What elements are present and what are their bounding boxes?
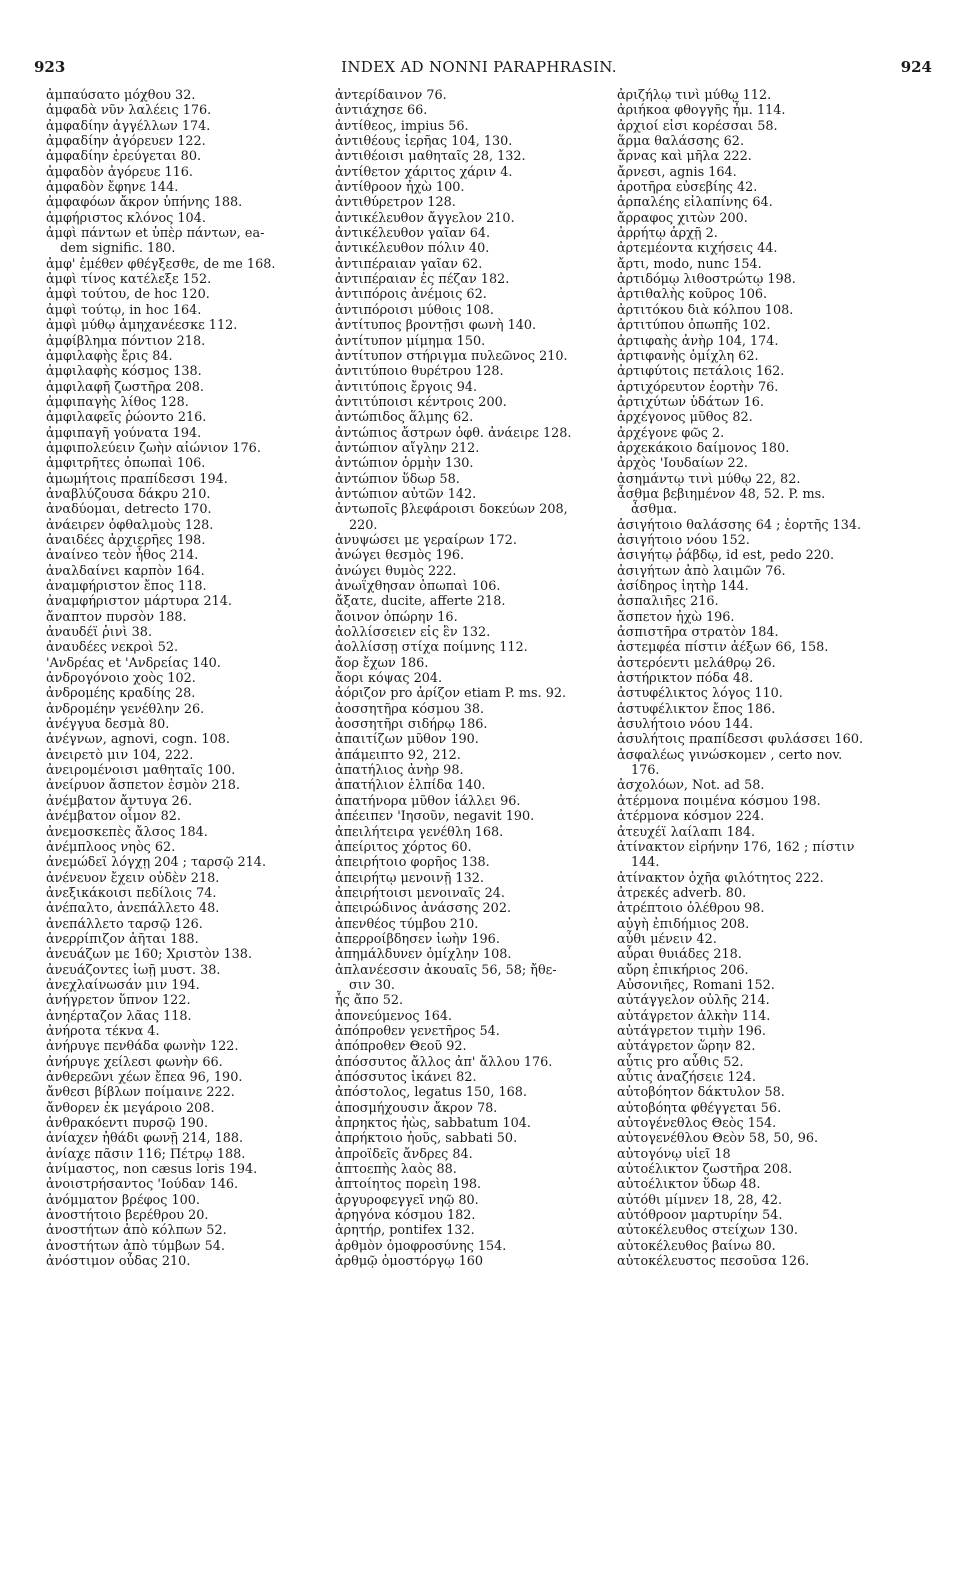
index-entry: ἀντιάχησε 66.	[335, 103, 428, 119]
index-entry: ἀρτιτύπου ὀπωπῆς 102.	[617, 318, 771, 334]
index-entry: ἄορι κόψας 204.	[335, 671, 443, 687]
index-entry: dem signific. 180.	[60, 241, 176, 257]
index-entry: ἄρραφος χιτὼν 200.	[617, 210, 748, 226]
index-entry: ἀμφίβλημα πόντιον 218.	[46, 333, 206, 349]
index-entry: ἀμφιλαφεῖς ῥώοντο 216.	[46, 410, 207, 426]
index-entry: ἀνευάζων με 160; Χριστὸν 138.	[46, 947, 253, 963]
index-entry: ἀπονεύμενος 164.	[335, 1008, 453, 1024]
index-entry: αὐτογενέθλου Θεὸν 58, 50, 96.	[617, 1131, 819, 1147]
index-entry: ἀπατήλιον ἐλπίδα 140.	[335, 778, 486, 794]
index-entry: ἀναλδαίνει καρπὸν 164.	[46, 563, 205, 579]
index-entry: ἀολλίσσειεν εἰς ἓν 132.	[335, 625, 491, 641]
index-entry: ἀτέρμονα ποιμένα κόσμου 198.	[617, 793, 821, 809]
index-entry: ἀρχέγονε φῶς 2.	[617, 425, 725, 441]
index-entry: ἀτρεκές adverb. 80.	[617, 885, 747, 901]
index-entry: ἄρνας καὶ μῆλα 222.	[617, 149, 752, 165]
index-entry: ἀναιδέες ἀρχιερῆες 198.	[46, 532, 206, 548]
index-entry: ἀρτιφανὴς ὁμίχλη 62.	[617, 348, 759, 364]
index-entry: ἀμφαφόων ἄκρον ὑπήνης 188.	[46, 195, 243, 211]
index-entry: ἀνειρετὸ μιν 104, 222.	[46, 747, 194, 763]
index-entry: αὐτογένεθλος Θεὸς 154.	[617, 1116, 777, 1132]
index-entry: ἀντιπόροις ἀνέμοις 62.	[335, 287, 487, 303]
page-number-left: 923	[34, 58, 66, 76]
index-entry: ἄξατε, ducite, afferte 218.	[335, 594, 506, 610]
index-entry: ἀρχὸς 'Ιουδαίων 22.	[617, 456, 748, 472]
index-entry: ἄναπτον πυρσὸν 188.	[46, 609, 187, 625]
index-entry: ἀστεμφέα πίστιν ἀέξων 66, 158.	[617, 640, 829, 656]
index-entry: ἀντιθύρετρον 128.	[335, 195, 456, 211]
index-entry: ἀρτιδόμῳ λιθοστρώτῳ 198.	[617, 272, 796, 288]
index-entry: ἀπέειπεν 'Ιησοῦν, negavit 190.	[335, 809, 535, 825]
index-entry: αὐτογόνῳ υἱεῖ 18	[617, 1146, 731, 1162]
index-entry: ἀμφὶ τίνος κατέλεξε 152.	[46, 272, 212, 288]
index-entry: ἀπόσσυτος ἱκάνει 82.	[335, 1070, 477, 1085]
index-entry: ἀστυφέλικτον ἔπος 186.	[617, 701, 776, 717]
index-entry: ἀνοστήτων ἀπὸ τύμβων 54.	[46, 1238, 226, 1254]
index-entry: ἀρτιφύτοις πετάλοις 162.	[617, 364, 785, 380]
index-entry: ἀμφὶ μύθῳ ἀμηχανέεσκε 112.	[46, 318, 238, 334]
index-entry: ἀπόπροθεν Θεοῦ 92.	[335, 1039, 467, 1055]
index-entry: ἀνεξικάκοισι πεδίλοις 74.	[46, 885, 217, 901]
index-entry: ἀναβλύζουσα δάκρυ 210.	[46, 486, 211, 502]
index-entry: ἀνηέρταζον λᾶας 118.	[46, 1008, 192, 1024]
index-entry: ἀπλανέεσσιν ἀκουαῖς 56, 58; ἤθε-	[335, 962, 557, 978]
index-entry: ἀρτιχόρευτον ἑορτὴν 76.	[617, 379, 779, 395]
index-entry: ἀτρέπτοιο ὀλέθρου 98.	[617, 901, 765, 917]
index-entry: ἀσημάντῳ τινὶ μύθῳ 22, 82.	[617, 471, 801, 487]
index-entry: ἀνίαχε πᾶσιν 116; Πέτρῳ 188.	[46, 1146, 246, 1162]
index-entry: ἀνέγγυα δεσμὰ 80.	[46, 717, 170, 733]
index-entry: ἀπόσσυτος ἄλλος ἀπ' ἄλλου 176.	[335, 1054, 553, 1070]
index-entry: ἀνθερεῶνι χέων ἔπεα 96, 190.	[46, 1070, 243, 1085]
index-entry: αὖτις pro αὖθις 52.	[617, 1054, 744, 1070]
index-entry: ἀμφιπολεύειν ζωὴν αἰώνιον 176.	[46, 440, 261, 456]
index-entry: ἀμφιτρῆτες ὀπωπαὶ 106.	[46, 456, 206, 472]
index-entry: ἀντίτυπος βροντῇσι φωνὴ 140.	[335, 318, 537, 334]
index-entry: ἀρτιφαὴς ἀνὴρ 104, 174.	[617, 333, 779, 349]
index-entry: αὐτοκέλευστος πεσοῦσα 126.	[617, 1254, 810, 1270]
index-entry: ἀντιπέραιαν ἐς πέζαν 182.	[335, 272, 510, 288]
index-entry: ἀροτῆρα εὐσεβίης 42.	[617, 180, 758, 196]
index-entry: αὐτάγρετον ὥρην 82.	[617, 1039, 756, 1055]
index-entry: αὐτοέλικτον ζωστῆρα 208.	[617, 1162, 793, 1178]
index-entry: ἀπατήνορα μῦθον ἰάλλει 96.	[335, 793, 521, 809]
index-entry: ἀρηγόνα κόσμου 182.	[335, 1208, 476, 1224]
index-entry: ἀμφιλαφῆ ζωστῆρα 208.	[46, 379, 204, 395]
index-entry: ἀντίτυπον στήριγμα πυλεῶνος 210.	[335, 348, 568, 364]
index-entry: ἀμωμήτοις πραπίδεσσι 194.	[46, 471, 228, 487]
index-entry: 176.	[631, 763, 660, 779]
index-entry: ἀσυλήτοις πραπίδεσσι φυλάσσει 160.	[617, 732, 864, 748]
index-entry: ἄνθορεν ἐκ μεγάροιο 208.	[46, 1100, 215, 1116]
index-entry: ἀμφαδίην ἀγόρευεν 122.	[46, 134, 206, 150]
index-entry: ἀνέγνων, agnovi, cogn. 108.	[46, 732, 230, 748]
index-entry: ἀρτιχύτων ὑδάτων 16.	[617, 394, 764, 410]
index-entry: ἄοινον ὀπώρην 16.	[335, 609, 458, 625]
index-entry: ἀμφιλαφὴς κόσμος 138.	[46, 364, 202, 380]
index-entry: ἀντώπιδος ἅλμης 62.	[335, 410, 474, 426]
index-entry: ἀσχολόων, Not. ad 58.	[617, 778, 765, 794]
index-entry: ἀνέμπλοος νηὸς 62.	[46, 839, 176, 855]
index-entry: ἀντικέλευθον ἄγγελον 210.	[335, 210, 515, 226]
index-entry: ἀσιγήτων ἀπὸ λαιμῶν 76.	[617, 563, 786, 579]
index-entry: ἀσιγήτοιο νόου 152.	[617, 532, 750, 548]
index-entry: ἀντώπιον ὁρμὴν 130.	[335, 456, 474, 472]
index-entry: ἀπάμειπτο 92, 212.	[335, 747, 461, 763]
index-entry: ἀμφιλαφὴς ἔρις 84.	[46, 348, 173, 364]
index-entry: ἀρητήρ, pontifex 132.	[335, 1223, 475, 1239]
index-entry: ἀνόστιμον οὖδας 210.	[46, 1254, 191, 1270]
index-entry: ἀμφ' ἐμέθεν φθέγξεσθε, de me 168.	[46, 256, 276, 272]
index-entry: αὐτάγγελον οὐλῆς 214.	[617, 993, 770, 1009]
index-entry: ἀντιτύποις ἔργοις 94.	[335, 379, 478, 395]
index-entry: ἀνέμβατον ἄντυγα 26.	[46, 793, 193, 809]
index-entry: ἀπειρώδινος ἀνάσσης 202.	[335, 901, 512, 917]
index-entry: αὐγὴ ἐπιδήμιος 208.	[617, 916, 750, 932]
index-entry: ἀπειρήτοισι μενοιναῖς 24.	[335, 885, 505, 901]
index-entry: ἀμφήριστος κλόνος 104.	[46, 210, 206, 226]
index-entry: ἀνεμώδεϊ λόγχῃ 204 ; ταρσῷ 214.	[46, 855, 267, 871]
index-entry: ἀμπαύσατο μόχθου 32.	[46, 88, 196, 103]
index-entry: ἀργυροφεγγεῖ νηῷ 80.	[335, 1192, 479, 1208]
index-entry: ἀνίμαστος, non cæsus loris 194.	[46, 1162, 258, 1178]
index-entry: ἀμφὶ πάντων et ὑπὲρ πάντων, ea-	[46, 226, 265, 242]
index-entry: ἀντιτύποισι κέντροις 200.	[335, 394, 507, 410]
index-entry: ἀστερόεντι μελάθρῳ 26.	[617, 655, 776, 671]
index-entry: ἀνεπάλλετο ταρσῷ 126.	[46, 916, 203, 932]
index-entry: ἀντίθετον χάριτος χάριν 4.	[335, 164, 513, 180]
index-entry: ἀοσσητῆρι σιδήρῳ 186.	[335, 717, 488, 733]
index-entry: ἀνέμβατον οἶμον 82.	[46, 809, 181, 825]
index-entry: ἄορ ἔχων 186.	[335, 655, 429, 671]
index-entry: ἀντίθεος, impius 56.	[335, 118, 469, 134]
index-entry: ἀνεχλαίνωσάν μιν 194.	[46, 977, 200, 993]
index-entry: ἀμφαδὰ νῦν λαλέεις 176.	[46, 103, 212, 119]
index-entry: ἀνδρογόνοιο χοὸς 102.	[46, 671, 196, 687]
index-entry: ἀριήκοα φθογγῆς ἦμ. 114.	[617, 103, 786, 119]
index-entry: ἀτευχέϊ λαίλαπι 184.	[617, 824, 756, 840]
index-entry: ἀνώγει θυμὸς 222.	[335, 563, 457, 579]
index-entry: ἀρθμῷ ὁμοστόργῳ 160	[335, 1254, 484, 1270]
index-entry: ἀρχεκάκοιο δαίμονος 180.	[617, 440, 790, 456]
index-entry: ἀνωΐχθησαν ὀπωπαὶ 106.	[335, 579, 501, 594]
index-entry: ἀναμφήριστον ἔπος 118.	[46, 579, 207, 594]
index-entry: ἀρτιτόκου διὰ κόλπου 108.	[617, 302, 794, 318]
index-entry: ἀμφαδὸν ἀγόρευε 116.	[46, 164, 193, 180]
index-entry: ἄρνεσι, agnis 164.	[617, 164, 737, 180]
index-entry: 220.	[349, 517, 378, 533]
index-entry: ἀπόπροθεν γενετῆρος 54.	[335, 1023, 500, 1039]
index-entry: ἀνόμματον βρέφος 100.	[46, 1192, 200, 1208]
index-entry: αὐτάγρετον τιμὴν 196.	[617, 1023, 766, 1039]
index-entry: ἀντιπέραιαν γαῖαν 62.	[335, 256, 483, 272]
index-entry: ἀπειρήτοιο φορῆος 138.	[335, 855, 490, 871]
index-entry: ἀπρήκτοιο ἠοῦς, sabbati 50.	[335, 1131, 518, 1147]
index-entry: ἀνυψώσει με γεραίρων 172.	[335, 532, 517, 548]
index-entry: ἀναμφήριστον μάρτυρα 214.	[46, 594, 232, 610]
index-entry: ἁρπαλέης εἰλαπίνης 64.	[617, 195, 773, 211]
index-entry: αὔρη ἐπικήριος 206.	[617, 962, 749, 978]
index-entry: ἧς ἄπο 52.	[335, 993, 404, 1009]
index-entry: ἀντιθέους ἱερῆας 104, 130.	[335, 134, 513, 150]
index-entry: ἀμφιπαγὴς λίθος 128.	[46, 394, 189, 410]
index-entry: ἀμφαδὸν ἔφηνε 144.	[46, 180, 179, 196]
index-entry: ἀνεμοσκεπὲς ἄλσος 184.	[46, 824, 208, 840]
index-entry: αὖθι μένειν 42.	[617, 931, 717, 947]
index-entry: ἄρτι, modo, nunc 154.	[617, 256, 762, 272]
index-entry: ἀναδύομαι, detrecto 170.	[46, 502, 212, 518]
index-entry: αὖτις ἀναζήσειε 124.	[617, 1070, 756, 1085]
index-entry: ἀντώπιος ἄστρων ὀφθ. ἀνάειρε 128.	[335, 425, 572, 441]
index-entry: ἄνθεσι βίβλων ποίμαινε 222.	[46, 1085, 235, 1101]
index-entry: ἀσπιστῆρα στρατὸν 184.	[617, 625, 779, 641]
index-entry: ἀοσσητῆρα κόσμου 38.	[335, 701, 485, 717]
index-entry: ἀντίτυπον μίμημα 150.	[335, 333, 486, 349]
index-entry: ἀσφαλέως γινώσκομεν , certo nov.	[617, 747, 843, 763]
index-entry: ἀνήροτα τέκνα 4.	[46, 1023, 160, 1039]
index-entry: ἄσπετον ἠχὼ 196.	[617, 609, 735, 625]
index-entry: ἀνειρομένοισι μαθηταῖς 100.	[46, 763, 236, 779]
index-column-2	[335, 88, 635, 1269]
index-entry: ἀνοιστρήσαντος 'Ιούδαν 146.	[46, 1177, 239, 1193]
index-entry: ἀστυφέλικτος λόγος 110.	[617, 686, 783, 702]
index-entry: ἀντιθέοισι μαθηταῖς 28, 132.	[335, 149, 526, 165]
index-column-3	[617, 88, 917, 1269]
index-entry: αὐτόθι μίμνεν 18, 28, 42.	[617, 1192, 783, 1208]
index-entry: ἀνήρυγε πενθάδα φωνὴν 122.	[46, 1039, 239, 1055]
index-entry: ἀρχέγονος μῦθος 82.	[617, 410, 753, 426]
index-entry: ἀντιπόροισι μύθοις 108.	[335, 302, 494, 318]
index-entry: ἀνήγρετον ὕπνον 122.	[46, 993, 191, 1009]
index-entry: ἀναίνεο τεὸν ἦθος 214.	[46, 548, 199, 564]
index-entry: ἀστήρικτον πόδα 48.	[617, 671, 754, 687]
index-entry: ἀπροϊδεῖς ἄνδρες 84.	[335, 1146, 473, 1162]
index-entry: ἀολλίσσῃ στίχα ποίμνης 112.	[335, 640, 528, 656]
index-entry: αὐτοκέλευθος στείχων 130.	[617, 1223, 798, 1239]
index-entry: ἀποσμήχουσιν ἄκρον 78.	[335, 1100, 498, 1116]
index-entry: ἀσυλήτοιο νόου 144.	[617, 717, 754, 733]
index-entry: ἀνένευον ἔχειν οὐδὲν 218.	[46, 870, 220, 886]
index-entry: ἀμφαδίην ἀγγέλλων 174.	[46, 118, 211, 134]
index-entry: ἀνδρομέης κραδίης 28.	[46, 686, 196, 702]
index-entry: ἀνοστήτων ἀπὸ κόλπων 52.	[46, 1223, 227, 1239]
index-entry: ἀντώπιον αἴγλην 212.	[335, 440, 480, 456]
index-entry: ἀνοστήτοιο βερέθρου 20.	[46, 1208, 209, 1224]
index-entry: ἀνδρομέην γενέθλην 26.	[46, 701, 205, 717]
index-entry: ἀσιγήτῳ ῥάβδῳ, id est, pedo 220.	[617, 548, 835, 564]
index-entry: ἀμφιπαγῆ γούνατα 194.	[46, 425, 202, 441]
index-entry: ἀνίαχεν ἠθάδι φωνῇ 214, 188.	[46, 1131, 244, 1147]
index-entry: ἀπρηκτος ἠὼς, sabbatum 104.	[335, 1116, 531, 1132]
index-entry: ἀσίδηρος ἰητὴρ 144.	[617, 579, 749, 594]
index-entry: ἀτίνακτον ὀχῆα φιλότητος 222.	[617, 870, 824, 886]
index-entry: αὐτόθροον μαρτυρίην 54.	[617, 1208, 783, 1224]
index-entry: ἆσθμα.	[631, 502, 678, 518]
index-entry: ἀπειλήτειρα γενέθλη 168.	[335, 824, 504, 840]
index-entry: αὐτοβόητον δάκτυλον 58.	[617, 1085, 785, 1101]
index-entry: ἀπαιτίζων μῦθον 190.	[335, 732, 479, 748]
index-entry: ἀτέρμονα κόσμον 224.	[617, 809, 765, 825]
index-entry: ἀνέπαλτο, ἀνεπάλλετο 48.	[46, 901, 220, 917]
index-entry: ἀναυδέες νεκροὶ 52.	[46, 640, 179, 656]
running-title: INDEX AD NONNI PARAPHRASIN.	[341, 58, 617, 76]
index-entry: ἀμφὶ τούτου, de hoc 120.	[46, 287, 210, 303]
index-entry: ἀνήρυγε χείλεσι φωνὴν 66.	[46, 1054, 223, 1070]
index-entry: σιν 30.	[349, 977, 395, 993]
index-entry: ἀσιγήτοιο θαλάσσης 64 ; ἑορτῆς 134.	[617, 517, 862, 533]
index-entry: ἀπτοεπὴς λαὸς 88.	[335, 1162, 457, 1178]
index-entry: Αὐσονιῆες, Romani 152.	[617, 977, 775, 993]
index-entry: ἀνερρίπιζον ἀῆται 188.	[46, 931, 199, 947]
index-entry: αὐτοέλικτον ὕδωρ 48.	[617, 1177, 761, 1193]
index-entry: ἀντιτύποιο θυρέτρου 128.	[335, 364, 504, 380]
index-entry: ἀπτοίητος πορεὶη 198.	[335, 1177, 482, 1193]
index-entry: ἀντώπιον αὐτῶν 142.	[335, 486, 477, 502]
index-entry: ἀντίθροον ἠχὼ 100.	[335, 180, 465, 196]
index-entry: ἀμφὶ τούτῳ, in hoc 164.	[46, 302, 202, 318]
index-entry: ἀρρήτῳ ἀρχῇ 2.	[617, 226, 718, 242]
index-entry: ἀρθμὸν ὁμοφροσύνης 154.	[335, 1238, 507, 1254]
index-entry: ἀνείρυον ἄσπετον ἑσμὸν 218.	[46, 778, 240, 794]
index-entry: ἀπερροίβδησεν ἰωὴν 196.	[335, 931, 500, 947]
index-entry: ἀντικέλευθον πόλιν 40.	[335, 241, 490, 257]
index-entry: ἀντώπιον ὕδωρ 58.	[335, 471, 460, 487]
index-entry: ἀπημάλδυνεν ὁμίχλην 108.	[335, 947, 512, 963]
index-entry: ἀπενθέος τύμβου 210.	[335, 916, 479, 932]
index-column-1	[46, 88, 346, 1269]
index-entry: ἀπείριτος χόρτος 60.	[335, 839, 472, 855]
page-number-right: 924	[900, 58, 932, 76]
index-entry: ἀνθρακόεντι πυρσῷ 190.	[46, 1116, 209, 1132]
index-entry: ἀτίνακτον εἰρήνην 176, 162 ; πίστιν	[617, 839, 855, 855]
index-entry: ἅρμα θαλάσσης 62.	[617, 134, 745, 150]
index-entry: ἀντερίδαινον 76.	[335, 88, 447, 103]
index-entry: ἀπειρήτῳ μενοινῇ 132.	[335, 870, 484, 886]
index-entry: αὐτοκέλευθος βαίνω 80.	[617, 1238, 776, 1254]
running-header	[0, 58, 958, 82]
index-entry: ἀναυδέϊ ῥινὶ 38.	[46, 625, 153, 641]
index-entry: ἀντωποῖς βλεφάροισι δοκεύων 208,	[335, 502, 568, 518]
index-entry: ἀπόστολος, legatus 150, 168.	[335, 1085, 527, 1101]
index-entry: ἀνάειρεν ὀφθαλμοὺς 128.	[46, 517, 214, 533]
index-entry: αὖραι θυιάδες 218.	[617, 947, 742, 963]
index-entry: ἀρχιοί εἰσι κορέσσαι 58.	[617, 118, 778, 134]
index-entry: ἀσπαλιῆες 216.	[617, 594, 719, 610]
index-entry: ἀνευάζοντες ἰωῇ μυστ. 38.	[46, 962, 221, 978]
index-entry: ἀρτεμέοντα κιχήσεις 44.	[617, 241, 778, 257]
index-entry: ἀρτιθαλὴς κοῦρος 106.	[617, 287, 768, 303]
index-entry: αὐτάγρετον ἀλκὴν 114.	[617, 1008, 771, 1024]
index-entry: ἀόριζον pro ἀρίζον etiam P. ms. 92.	[335, 686, 567, 702]
index-entry: 144.	[631, 855, 660, 871]
index-entry: ἀντικέλευθον γαῖαν 64.	[335, 226, 491, 242]
index-entry: ἀριζήλῳ τινὶ μύθῳ 112.	[617, 88, 772, 103]
index-entry: ἆσθμα βεβιημένον 48, 52. P. ms.	[617, 486, 826, 502]
index-entry: 'Ανδρέας et 'Ανδρείας 140.	[46, 655, 221, 671]
index-entry: ἀπατήλιος ἀνὴρ 98.	[335, 763, 464, 779]
index-entry: αὐτοβόητα φθέγγεται 56.	[617, 1100, 782, 1116]
index-entry: ἀνώγει θεσμὸς 196.	[335, 548, 465, 564]
index-entry: ἀμφαδίην ἐρεύγεται 80.	[46, 149, 202, 165]
